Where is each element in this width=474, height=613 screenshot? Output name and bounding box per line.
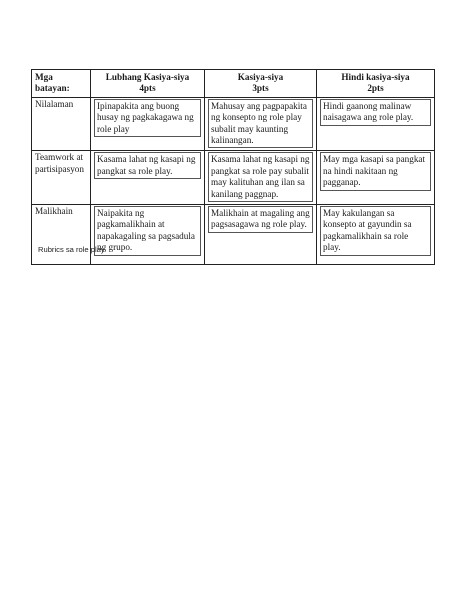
header-lubhang-kasiya-siya: [91, 70, 205, 98]
rubric-cell: [205, 97, 317, 151]
header-criteria: [32, 70, 91, 98]
header-label: Kasiya-siya: [237, 72, 284, 82]
rubric-cell: [91, 151, 205, 205]
table-header-row: [32, 70, 435, 98]
cell-text: Kasama lahat ng kasapi ng pangkat sa role play.: [94, 152, 201, 179]
cell-text: Malikhain at magaling ang pagsasagawa ng role play.: [208, 206, 313, 233]
rubric-cell: [205, 151, 317, 205]
table-row: [32, 151, 435, 205]
cell-text: Ipinapakita ang buong husay ng pagkakagawa ng role play: [94, 99, 201, 137]
header-label: Hindi kasiya-siya: [341, 72, 410, 82]
rubric-cell: [91, 97, 205, 151]
cell-text: Hindi gaanong malinaw naisagawa ang role play.: [320, 99, 431, 126]
cell-text: Mahusay ang pagpapakita ng konsepto ng role play subalit may kaunting kalinangan.: [208, 99, 313, 149]
header-points: 4pts: [139, 83, 156, 94]
header-label: Mga batayan:: [35, 72, 70, 94]
cell-text: Kasama lahat ng kasapi ng pangkat sa role pay subalit may kalituhan ang ilan sa kanilang paggnap.: [208, 152, 313, 202]
criterion-cell: Teamwork at partisipasyon: [32, 151, 91, 205]
criterion-cell: Nilalaman: [32, 97, 91, 151]
rubric-cell: [317, 205, 435, 265]
header-kasiya-siya: [205, 70, 317, 98]
header-label: Lubhang Kasiya-siya: [105, 72, 190, 82]
cell-text: May kakulangan sa konsepto at gayundin sa pagkamalikhain sa role play.: [320, 206, 431, 256]
cell-text: Naipakita ng pagkamalikhain at napakagaling sa pagsadula ng grupo.: [94, 206, 201, 256]
table-row: [32, 97, 435, 151]
header-hindi-kasiya-siya: [317, 70, 435, 98]
rubric-cell: [317, 97, 435, 151]
table-row: [32, 205, 435, 265]
rubric-cell: [91, 205, 205, 265]
table-caption: Rubrics sa role play: [38, 245, 105, 254]
rubric-cell: [205, 205, 317, 265]
header-points: 2pts: [367, 83, 384, 94]
cell-text: May mga kasapi sa pangkat na hindi nakitaan ng pagganap.: [320, 152, 431, 190]
rubric-table: [31, 69, 435, 265]
header-points: 3pts: [252, 83, 269, 94]
rubric-cell: [317, 151, 435, 205]
criterion-cell: Malikhain: [32, 205, 91, 265]
